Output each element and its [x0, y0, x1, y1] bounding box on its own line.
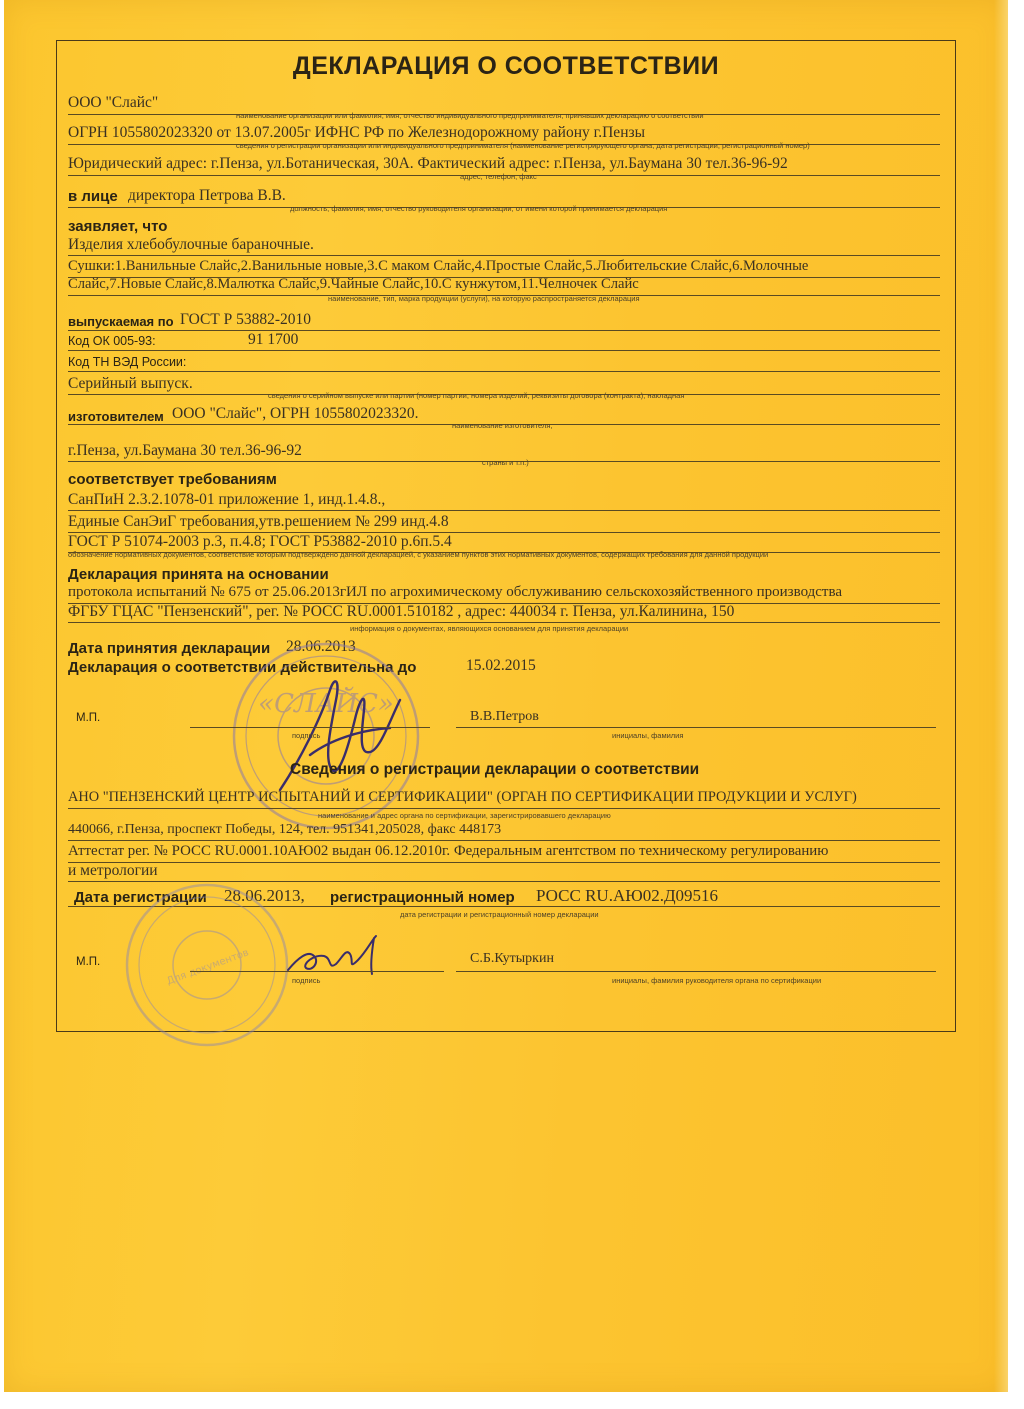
person-hint: должность, фамилия, имя, отчество руководителя организации, от имени которой принимается декларация [290, 204, 668, 213]
registration-number-value: РОСС RU.АЮ02.Д09516 [536, 886, 719, 905]
requirements-line-3: ГОСТ Р 51074-2003 р.3, п.4.8; ГОСТ Р53882-2010 р.6п.5.4 [68, 533, 452, 550]
maker-address-hint: страны и т.п.) [482, 458, 529, 467]
basis-line-2: ФГБУ ГЦАС "Пензенский", рег. № РОСС RU.0001.510182 , адрес: 440034 г. Пенза, ул.Калинина, 150 [68, 603, 735, 620]
signature-1-line [190, 727, 430, 728]
registration-date-hint: дата регистрации и регистрационный номер декларации [400, 910, 599, 919]
valid-until-label: Декларация о соответствии действительна до [68, 659, 417, 676]
initials-2-hint: инициалы, фамилия руководителя органа по сертификации [612, 976, 822, 985]
ogrn: ОГРН 1055802023320 от 13.07.2005г ИФНС РФ по Железнодорожному району г.Пензы [68, 124, 646, 141]
basis-hint: информация о документах, являющихся основанием для принятия декларации [350, 624, 629, 633]
serial-hint: сведения о серийном выпуске или партии (номер партии, номера изделий, реквизиты договора (контракта), накладная [268, 391, 685, 400]
requirements-label: соответствует требованиям [68, 471, 277, 488]
signature-2-hint: подпись [292, 976, 321, 985]
tn-code-label: Код ТН ВЭД России: [68, 355, 187, 369]
product-line-1-rule [68, 255, 940, 256]
product-hint: наименование, тип, марка продукции (услуги), на которую распространяется декларация [328, 294, 640, 303]
registration-org-hint: наименование и адрес органа по сертификации, зарегистрировавшего декларацию [318, 811, 611, 820]
basis-line-1: протокола испытаний № 675 от 25.06.2013гИЛ по агрохимическому обслуживанию сельскохозяйственного производства [68, 584, 843, 600]
maker-value: ООО "Слайс", ОГРН 1055802023320. [172, 405, 419, 422]
product-line-2: Сушки:1.Ванильные Слайс,2.Ванильные новые,3.С маком Слайс,4.Простые Слайс,5.Любительские Слайс,6.Молочные [68, 258, 809, 274]
ogrn-hint: сведения о регистрации организации или индивидуального предпринимателя (наименование регистрирующего органа, дата регистрации, регистрационный номер) [236, 141, 810, 150]
ok-code-label: Код ОК 005-93: [68, 334, 156, 348]
document-title: ДЕКЛАРАЦИЯ О СООТВЕТСТВИИ [292, 52, 720, 80]
person-label: в лице [68, 188, 118, 205]
attestat-line-2: и метрологии [68, 862, 158, 879]
stamp-2-text: Для документов [165, 947, 251, 988]
registration-address-line [68, 840, 940, 841]
attestat-line-1-rule [68, 862, 940, 863]
registration-address: 440066, г.Пенза, проспект Победы, 124, тел. 951341,205028, факс 448173 [68, 822, 502, 837]
basis-label: Декларация принята на основании [68, 566, 329, 583]
registration-date-label: Дата регистрации [74, 889, 207, 906]
mp-2: М.П. [76, 956, 101, 968]
registration-org-line [68, 808, 940, 809]
requirements-line-1-rule [68, 510, 940, 511]
signature-1-hint: подпись [292, 731, 321, 740]
person-value: директора Петрова В.В. [128, 187, 286, 204]
registration-title: Сведения о регистрации декларации о соответствии [290, 761, 700, 778]
initials-1-line [456, 727, 936, 728]
initials-2-line [456, 971, 936, 972]
product-line-1: Изделия хлебобулочные бараночные. [68, 236, 314, 253]
certification-stamp-icon [122, 880, 292, 1050]
acceptance-date-label: Дата принятия декларации [68, 640, 271, 657]
maker-label: изготовителем [68, 409, 164, 424]
tn-code-line [68, 371, 940, 372]
requirements-hint: обозначение нормативных документов, соответствие которым подтверждено данной декларацией, с указанием пунктов этих нормативных документов, содержащих требования для данной продукции [68, 550, 769, 559]
registration-org: АНО "ПЕНЗЕНСКИЙ ЦЕНТР ИСПЫТАНИЙ И СЕРТИФИКАЦИИ" (ОРГАН ПО СЕРТИФИКАЦИИ ПРОДУКЦИИ И УСЛУГ) [68, 789, 857, 805]
acceptance-date-value: 28.06.2013 [286, 638, 356, 655]
gost-value: ГОСТ Р 53882-2010 [180, 311, 312, 328]
attestat-line-1: Аттестат рег. № РОСС RU.0001.10АЮ02 выдан 06.12.2010г. Федеральным агентством по техническому регулированию [68, 843, 829, 859]
declares-label: заявляет, что [68, 218, 168, 235]
ok-code-line [68, 350, 940, 351]
signature-2-line [190, 971, 444, 972]
certifier-signature-icon [284, 930, 394, 980]
gost-label: выпускаемая по [68, 314, 174, 329]
registration-date-value: 28.06.2013, [224, 886, 305, 905]
signer-2-name: С.Б.Кутыркин [470, 951, 554, 966]
requirements-line-1: СанПиН 2.3.2.1078-01 приложение 1, инд.1.4.8., [68, 491, 386, 508]
address: Юридический адрес: г.Пенза, ул.Ботаническая, 30А. Фактический адрес: г.Пенза, ул.Баумана 30 тел.36-96-92 [68, 155, 788, 172]
signer-1-name: В.В.Петров [470, 709, 539, 724]
director-signature-icon [240, 660, 430, 800]
paper-edge [994, 0, 1008, 1392]
mp-1: М.П. [76, 712, 101, 724]
document-sheet [4, 0, 1008, 1392]
initials-1-hint: инициалы, фамилия [612, 731, 684, 740]
ok-code-value: 91 1700 [248, 331, 299, 348]
maker-address: г.Пенза, ул.Баумана 30 тел.36-96-92 [68, 442, 302, 459]
requirements-line-2: Единые СанЭиГ требования,утв.решением № 299 инд.4.8 [68, 513, 449, 530]
basis-line-2-rule [68, 622, 940, 623]
org-name-hint: наименование организации или фамилия, имя, отчество индивидуального предпринимателя, принявших декларацию о соответствии [236, 111, 704, 120]
gost-line [68, 330, 940, 331]
serial-value: Серийный выпуск. [68, 375, 193, 392]
stamp-1-text: «СЛАЙС» [258, 689, 394, 719]
address-hint: адрес, телефон, факс [460, 172, 537, 181]
valid-until-value: 15.02.2015 [466, 657, 536, 674]
org-name: ООО "Слайс" [68, 94, 159, 111]
product-line-3: Слайс,7.Новые Слайс,8.Малютка Слайс,9.Чайные Слайс,10.С кунжутом,11.Челночек Слайс [68, 276, 639, 292]
registration-number-label: регистрационный номер [330, 889, 515, 906]
maker-hint: наименование изготовителя, [452, 421, 553, 430]
